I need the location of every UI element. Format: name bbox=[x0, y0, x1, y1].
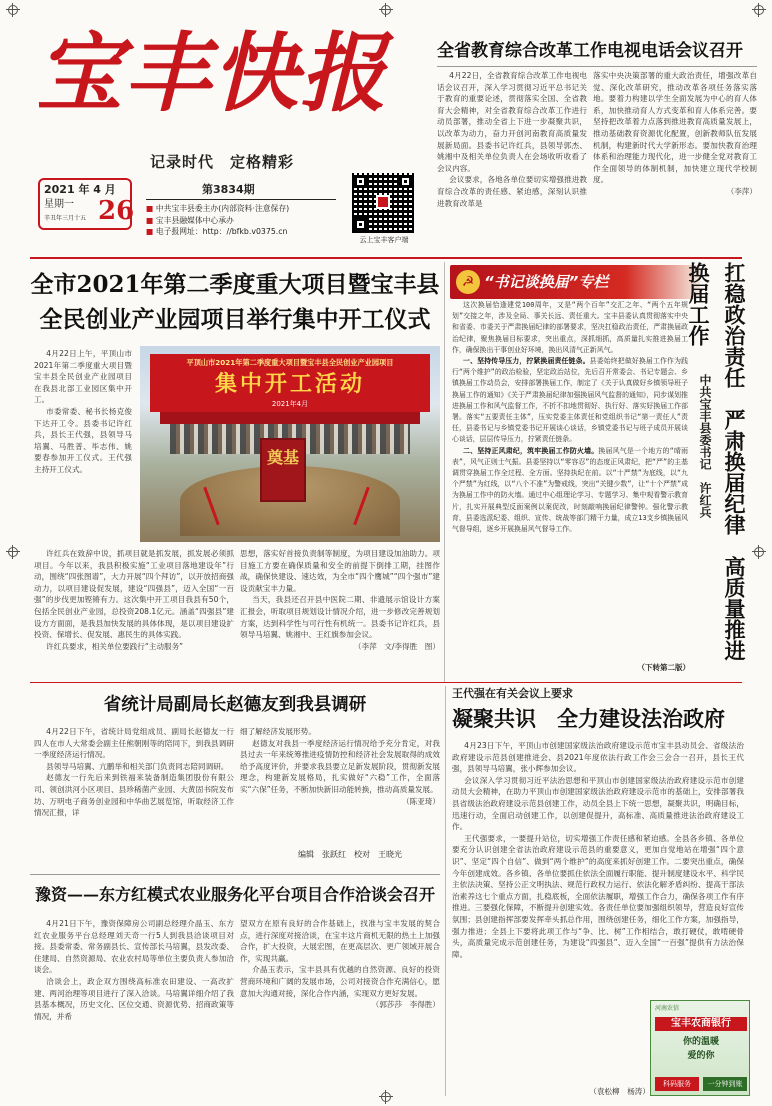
paragraph: 4月21日下午，豫资保障房公司副总经理介晶玉、东方红农业服务平台总经理刘天奇一行5人到我县洽谈项目对接。县委常委、常务副县长、宣传部长马培翼，县发改委、住建局、自然资源局、农业农村局等单位主要负责人参加洽谈会。 bbox=[34, 919, 234, 975]
sponsor-line: ■ 电子报网址：http：//bfkb.v0375.cn bbox=[146, 227, 288, 236]
sidebar-banner bbox=[450, 265, 700, 299]
photo-banner: 平顶山市2021年第二季度重大项目暨宝丰县全民创业产业园项目 bbox=[186, 358, 394, 367]
sponsor-list bbox=[146, 203, 346, 243]
paragraph: 思想，落实好首接负责制等制度，为项目建设加油助力。项目施工方要在确保质量和安全的前提下倒排工期，挂图作战，确保快建设、速达效，为全市“四个鹰城”“四个强市”建设贡献宝丰力量。 bbox=[240, 549, 440, 593]
sidebar-banner-label: “书记谈换届”专栏 bbox=[484, 273, 609, 291]
paragraph: 当天，我县还召开县中医院二期、非遗展示馆设计方案汇报会，听取项目规划设计情况介绍，进一步修改完善规划方案，达到科学性与可行性有机统一。县委书记许红兵，县领导马培翼、姚湘中、王红旗参加会议。 bbox=[240, 595, 440, 640]
law-kicker: 王代强在有关会议上要求 bbox=[452, 687, 573, 700]
stats-body-col1 bbox=[34, 726, 234, 874]
paragraph: 二、坚持正风肃纪，筑牢换届工作防火墙。换届风气是一个地方的“晴雨表”，风气正则士气振。县委坚持以“零容忍”的态度正风肃纪，把“严”的主基调贯穿换届工作全过程、全方面。坚持执纪在前。以“十严禁”为底线，以“九个严禁”为红线，以“八个不准”为警戒线，突出“关键少数”，让“十个严禁”成为换届工作中的防火墙。通过中心组理论学习、专题学习、集中观看警示教育片，扎实开展典型反面案例以案促改，时刻敲响换届纪律警钟。强化警示教育，县委选派纪委、组织、宣传、统战等部门精干力量，成立13支乡镇换届风气督导组，逐乡开展换届风气督导工作。 bbox=[452, 446, 688, 534]
date-weekday: 星期一 bbox=[44, 199, 74, 210]
education-headline: 全省教育综合改革工作电视电话会议召开 bbox=[437, 41, 743, 61]
bank-brand-small: 河南农信 bbox=[655, 1005, 680, 1012]
paragraph: 一、坚持传导压力，拧紧换届责任链条。县委始终把做好换届工作作为践行“两个维护”的政治检验，坚定政治站位，先后召开常委会、书记专题会、乡镇换届工作动员会，安排部署换届工作，制定了《关于认真做好乡镇领导班子换届工作的通知》《关于严肃换届纪律加强换届风气监督的通知》，同步谋划推进换届工作和风气监督工作，不折不扣地贯彻好、执行好、落实好换届工作部署。落实“五要责任主体”，压实党委主体责任和党组织书记“第一责任人”责任，县委书记与乡镇党委书记开展谈心谈话，乡镇党委书记与班子成员开展谈心谈话，层层传导压力，拧紧责任链条。 bbox=[452, 357, 688, 444]
bank-ad[interactable] bbox=[650, 1000, 750, 1096]
sidebar-continued[interactable]: （下转第二版） bbox=[637, 663, 690, 672]
masthead-title: 宝丰快报 bbox=[36, 23, 388, 124]
qr-caption: 云上宝丰客户端 bbox=[359, 236, 409, 244]
byline: （陈亚琦） bbox=[402, 796, 440, 806]
foundation-stone-label: 奠基 bbox=[266, 448, 299, 467]
paragraph: 赵德友一行先后来到铁福来装备制造集团股份有限公司、领创洪河小区项目、县珍稀菌产业园、大黄固书院发布坊、万明电子商务创业园和中华曲艺展览馆，听取经济工作情况汇报，详 bbox=[34, 773, 234, 818]
henan-headline: 豫资——东方红模式农业服务化平台项目合作洽谈会召开 bbox=[34, 885, 435, 904]
section-title: 一、坚持传导压力，拧紧换届责任链条。 bbox=[463, 357, 590, 366]
stats-body-col2 bbox=[240, 726, 440, 850]
paragraph: 赵德友对我县一季度经济运行情况给予充分肯定，对我县过去一年来统筹推进疫情防控和经济社会发展取得的成效给予高度评价，并要求我县要立足新发展阶段，贯彻新发展理念，构建新发展格局，扎实做好“六稳”工作，全面落实“六保”任务，不断加快新旧动能转换，推动高质量发展。 bbox=[240, 738, 440, 794]
henan-body-col1 bbox=[34, 918, 234, 1094]
date-year-month: 2021 年 4 月 bbox=[44, 183, 116, 196]
party-emblem-icon: ☭ bbox=[456, 270, 480, 294]
henan-body-col2 bbox=[240, 918, 440, 1094]
groundbreaking-photo bbox=[140, 346, 440, 542]
registration-mark-icon bbox=[752, 545, 766, 559]
byline: （李萍） bbox=[726, 186, 757, 196]
paragraph: 4月22日下午，省统计局党组成员、副局长赵德友一行四人在市人大常委会副主任熊朝刚等的陪同下，到我县调研一季度经济运行情况。 bbox=[34, 727, 234, 760]
education-body-col2 bbox=[593, 70, 757, 250]
date-day: 26 bbox=[98, 196, 135, 226]
editor-credits: 编辑 张跃红 校对 王晓光 bbox=[298, 850, 402, 859]
paragraph: 会议要求，各地各单位要切实增强推进教育综合改革的责任感、紧迫感，深刻认识推进教育改革是 bbox=[437, 175, 587, 208]
registration-mark-icon bbox=[6, 3, 20, 17]
qr-code-icon[interactable] bbox=[352, 173, 414, 233]
sidebar-body bbox=[452, 300, 688, 662]
bank-slogan-1: 你的温暖 bbox=[682, 1037, 719, 1047]
registration-mark-icon bbox=[379, 3, 393, 17]
bank-footer-left: 科码服务 bbox=[655, 1077, 699, 1091]
paragraph: 许红兵在致辞中说，抓项目就是抓发展，抓发展必须抓项目。今年以来，我县积极实施“工业项目落地建设年”行动，围绕“四张图谱”，大力开展“四个拜访”，以开放招商强动力，以项目建设促发展，建设“四强县”，迈入全国“一百强”的步伐更加铿锵有力。这次集中开工项目我县有50个，包括全民创业产业园，总投资208.1亿元。涵盖“四强县”建设方方面面，是我县加快发展的具体体现，是以项目建设扩投资、保增长、促发展、惠民生的具体实践。 bbox=[34, 549, 234, 640]
paragraph: 王代强要求，一要提升站位，切实增强工作责任感和紧迫感。全县各乡镇、各单位要充分认识创建全省法治政府建设示范县的重要意义，更加自觉地站在增强“四个意识”、坚定“四个自信”、做到“两个维护”的高度来抓好创建工作。二要突出重点，确保今年创建成效。各乡镇、各单位要抓住依法全面履行职能、提升制度建设水平、科学民主依法决策、坚持公正文明执法、规范行政权力运行、依法化解矛盾纠纷、提高干部法治素养这七个重点方面，扎稳底板，全面依法履职，增强工作合力，确保各项工作有序推进。三要强化保障，不断提升创建实效。各责任单位要加强组织领导，营造良好宣传氛围；县创建指挥部要发挥牵头抓总作用，围绕创建任务，细化工作方案，加强指导，强力推进；全县上下要将此项工作与“争、比、树”工作相结合，敢打硬仗，敢啃硬骨头，高质量完成示范创建任务，为建设“四强县”、迈入全国“一百强”提供有力法治保障。 bbox=[452, 833, 744, 959]
projects-body-right bbox=[240, 548, 440, 676]
paragraph: 4月23日下午，平顶山市创建国家级法治政府建设示范市宝丰县动员会、省级法治政府建设示范县创建推进会、县2021年度依法行政工作会三会合一召开，县长王代强，县领导马培翼，张小辉参加会议。 bbox=[452, 741, 744, 774]
bank-slogan-2: 爱的你 bbox=[687, 1051, 715, 1061]
section-title: 二、坚持正风肃纪，筑牢换届工作防火墙。 bbox=[463, 446, 599, 455]
paragraph: 这次换届恰逢建党100周年，又是“两个百年”交汇之年、“两个五年规划”交接之年，涉及全局、事关长远、责任重大。宝丰县委认真贯彻落实中央和省委、市委关于严肃换届纪律的部署要求，坚决扛稳政治责任，严肃换届政治纪律，聚焦换届目标要求，突出重点，深抓细抓，高质量扎实推进换届工作，确保换出干事创业好环境，换出风清气正新风气。 bbox=[452, 301, 688, 354]
sponsor-line: ■ 宝丰县融媒体中心承办 bbox=[146, 215, 234, 225]
sidebar-big-title: 扛稳政治责任 严肃换届纪律 高质量推进换届工作 bbox=[686, 262, 747, 661]
paragraph: 介晶玉表示，宝丰县具有优越的自然资源、良好的投资营商环境和广阔的发展市场，公司对接资合作充满信心，愿意加大沟通对接，深化合作内涵，实现双方更好发展。 bbox=[240, 965, 440, 998]
issue-number: 第3834期 bbox=[202, 183, 255, 196]
photo-date: 2021年4月 bbox=[271, 400, 309, 408]
registration-mark-icon bbox=[6, 545, 20, 559]
paragraph: 洽谈会上，政企双方围绕高标准农田建设、一高改扩建、两河治理等项目进行了深入洽谈。马培翼详细介绍了我县基本概况，历史文化、区位交通、资源优势、招商政策等情况，并希 bbox=[34, 976, 234, 1021]
sidebar-author: 中共宝丰县委书记 许红兵 bbox=[698, 374, 712, 518]
date-lunar: 辛丑年三月十五 bbox=[44, 215, 87, 222]
paragraph: 县领导马培翼、亢鹏举和相关部门负责同志陪同调研。 bbox=[46, 761, 229, 771]
paragraph: 细了解经济发展形势。 bbox=[240, 727, 316, 736]
paragraph: 会议深入学习贯彻习近平法治思想和平顶山市创建国家级法治政府建设示范市创建动员大会精神，在助力平顶山市创建国家级法治政府建设示范市的基础上，安排部署我县省级法治政府建设示范县创建工作，动员全县上下统一思想，凝聚共识，明确目标，迅速行动，全面启动创建工作，以创建促提升，高标准、高质量推进法治政府建设工作。 bbox=[452, 775, 744, 832]
bank-footer-right: 一分钟到账 bbox=[703, 1077, 747, 1091]
paragraph: 望双方在原有良好的合作基础上，找准与宝丰发展的契合点，进行深度对接洽谈，在宝丰这片商机无限的热土上加强合作，扩大投资，大展宏图，在更高层次、更广领域开展合作，实现共赢。 bbox=[240, 919, 440, 963]
education-body-col1 bbox=[437, 70, 587, 250]
projects-headline-line2: 全民创业产业园项目举行集中开工仪式 bbox=[39, 306, 431, 333]
sponsor-line: ■ 中共宝丰县委主办(内部资料·注意保存) bbox=[146, 204, 290, 213]
registration-mark-icon bbox=[752, 3, 766, 17]
law-byline: （袁松柳 杨涛） bbox=[589, 1087, 650, 1096]
byline: （李萍 文/李得胜 图） bbox=[353, 641, 440, 651]
photo-title: 集中开工活动 bbox=[214, 371, 365, 397]
projects-headline-line1: 全市2021年第二季度重大项目暨宝丰县 bbox=[30, 271, 440, 298]
date-box bbox=[38, 178, 135, 230]
law-headline: 凝聚共识 全力建设法治政府 bbox=[452, 706, 725, 731]
stats-headline: 省统计局副局长赵德友到我县调研 bbox=[103, 695, 367, 715]
projects-body-wide bbox=[34, 548, 234, 676]
masthead-slogan: 记录时代 定格精彩 bbox=[150, 153, 295, 171]
byline: （郭莎莎 李得胜） bbox=[371, 1000, 440, 1010]
paragraph: 4月22日上午，平顶山市2021年第二季度重大项目暨宝丰县全民创业产业园项目在我县北部工业园区集中开工。 bbox=[34, 349, 132, 405]
paragraph: 许红兵要求，相关单位要践行“主动服务” bbox=[46, 641, 184, 651]
paragraph: 落实中央决策部署的重大政治责任，增强改革自觉、深化改革研究，推动改革各项任务落实落地。要着力构建以学生全面发展为中心的育人体系，加快推动育人方式变革和育人体系完善。要坚持把改革着力点落到推进教育高质量发展上，推动基础教育资源优化配置，创新教师队伍发展机制，构建新时代大学新形态。要加快教育治理体系和治理能力现代化，进一步健全党对教育工作全面领导的体制机制，加快建立现代学校制度。 bbox=[593, 71, 757, 185]
paragraph: 市委常委、秘书长杨克俊下达开工令。县委书记许红兵，县长王代强，县领导马培翼、马胜普、毕志伟、姚要春参加开工仪式。王代强主持开工仪式。 bbox=[34, 406, 132, 474]
bank-name: 宝丰农商银行 bbox=[655, 1017, 747, 1031]
paragraph: 4月22日，全省教育综合改革工作电视电话会议召开，深入学习贯彻习近平总书记关于教育的重要论述，贯彻落实全国、全省教育大会精神，对全省教育综合改革工作进行动员部署，推动全省上下进一步凝聚共识，以改革为动力，奋力开创河南教育高质量发展新局面。县委书记许红兵，县领导郭杰、姚湘中及相关单位负责人在会场收听收看了会议内容。 bbox=[437, 71, 587, 173]
projects-body-narrow bbox=[34, 348, 132, 548]
